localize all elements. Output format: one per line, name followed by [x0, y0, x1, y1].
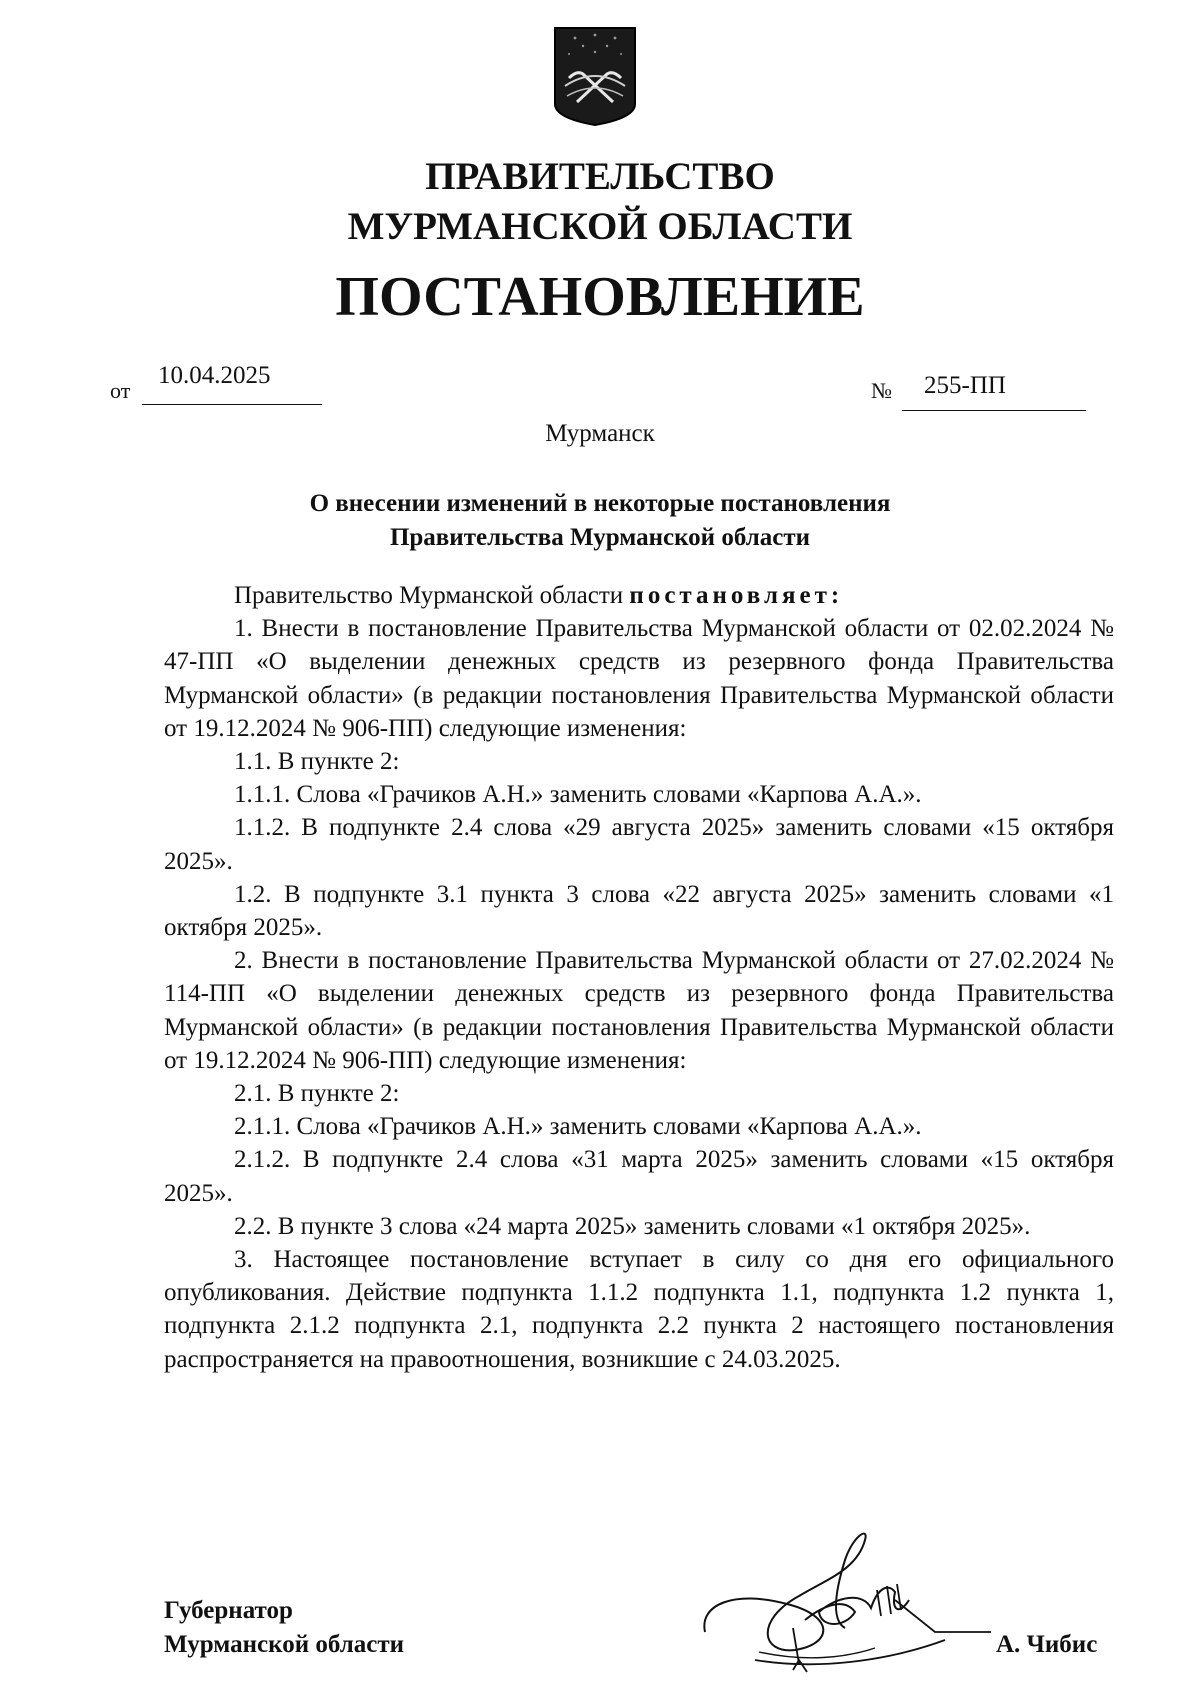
number-label: № [871, 378, 892, 403]
body-paragraph: 1.1. В пункте 2: [234, 748, 400, 776]
date-prefix-label: от [110, 378, 131, 403]
signer-name: А. Чибис [996, 1631, 1098, 1658]
intro-verb: постановляет: [629, 582, 844, 609]
org-name-line2: МУРМАНСКОЙ ОБЛАСТИ [347, 205, 853, 248]
org-name-line1: ПРАВИТЕЛЬСТВО [425, 155, 775, 198]
body-paragraph: 2.1.1. Слова «Грачиков А.Н.» заменить словами «Карпова А.А.». [234, 1113, 922, 1141]
body-paragraph: 1. Внести в постановление Правительства Мурманской области от 02.02.2024 № 47-ПП «О выделении денежных средств из резервного фонда Правительства Мурманской области» (в редакции постановления Правительства Мурманской области от 19.12.2024 № 906-ПП) следующие изменения: [164, 615, 1114, 742]
body-intro [164, 579, 1114, 612]
city-name: Мурманск [545, 420, 655, 447]
coat-of-arms-icon [553, 26, 637, 126]
document-number: 255-ПП [924, 372, 1006, 399]
handwritten-signature [695, 1520, 995, 1690]
body-paragraph: 2.2. В пункте 3 слова «24 марта 2025» заменить словами «1 октября 2025». [234, 1212, 1031, 1240]
signer-position-line2: Мурманской области [164, 1631, 405, 1658]
date-underline [142, 404, 322, 405]
body-paragraph: 2.1. В пункте 2: [234, 1080, 400, 1108]
document-type: ПОСТАНОВЛЕНИЕ [335, 266, 865, 328]
intro-text: Правительство Мурманской области [234, 582, 630, 609]
body-paragraph: 1.1.1. Слова «Грачиков А.Н.» заменить словами «Карпова А.А.». [234, 781, 922, 809]
number-underline [902, 410, 1086, 411]
body-paragraph: 2.1.2. В подпункте 2.4 слова «31 марта 2025» заменить словами «15 октября 2025». [164, 1146, 1114, 1207]
body-paragraph: 2. Внести в постановление Правительства Мурманской области от 27.02.2024 № 114-ПП «О выделении денежных средств из резервного фонда Правительства Мурманской области» (в редакции постановления Правительства Мурманской области от 19.12.2024 № 906-ПП) следующие изменения: [164, 947, 1114, 1074]
body-paragraph: 1.2. В подпункте 3.1 пункта 3 слова «22 августа 2025» заменить словами «1 октября 2025». [164, 880, 1114, 942]
body-paragraph: 1.1.2. В подпункте 2.4 слова «29 августа 2025» заменить словами «15 октября 2025». [164, 814, 1114, 875]
body-paragraph: 3. Настоящее постановление вступает в силу со дня его официального опубликования. Действие подпункта 1.1.2 подпункта 1.1, подпункта 1.2 пункта 1, подпункта 2.1.2 подпункта 2.1, подпункта 2.2 пункта 2 настоящего постановления распространяется на правоотношения, возникшие с 24.03.2025. [164, 1246, 1114, 1373]
signer-position-line1: Губернатор [164, 1597, 293, 1624]
document-date: 10.04.2025 [158, 362, 271, 389]
document-body [164, 579, 1114, 1376]
document-title-line2: Правительства Мурманской области [389, 524, 811, 551]
document-title-line1: О внесении изменений в некоторые постановления [309, 490, 891, 517]
